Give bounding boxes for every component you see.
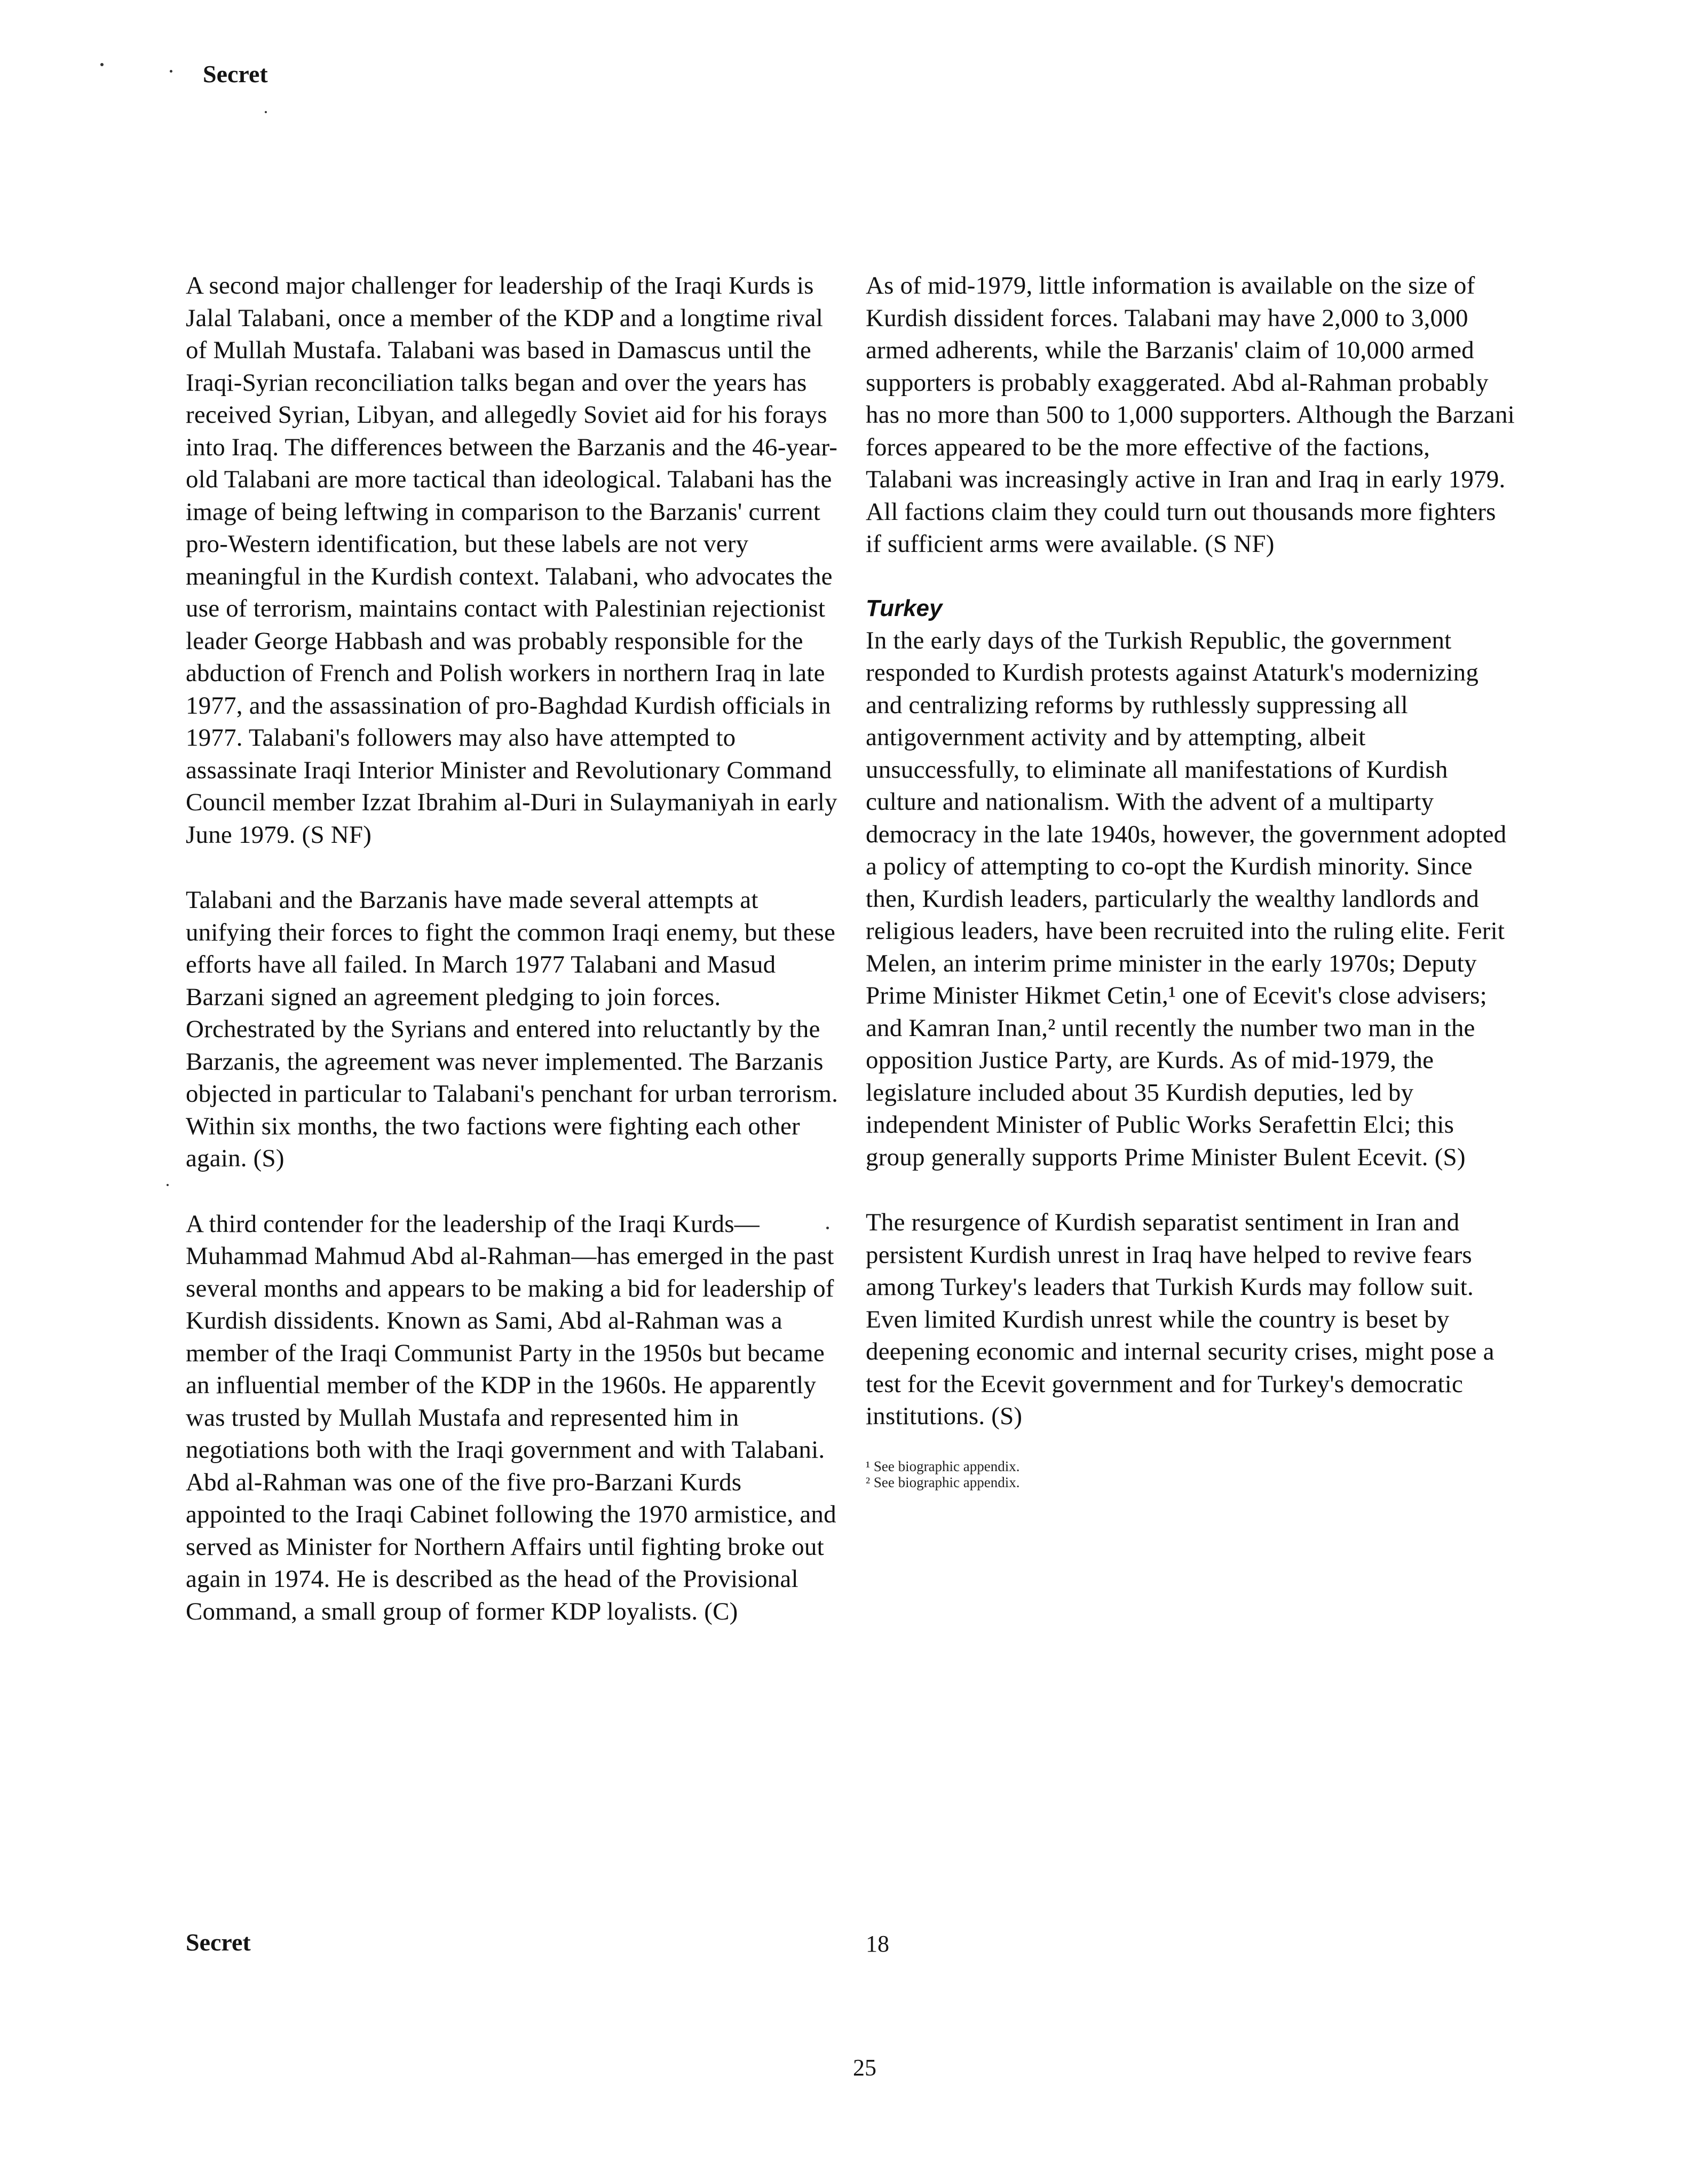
section-heading-turkey: Turkey — [866, 595, 943, 621]
footnote: ² See biographic appendix. — [866, 1474, 1020, 1490]
scan-speck — [265, 111, 267, 113]
scan-speck — [100, 63, 104, 66]
scan-speck — [167, 1184, 169, 1186]
paragraph-turkey-history: In the early days of the Turkish Republic, the government responded to Kurdish protests against Ataturk's modernizing and centralizing reforms by ruthlessly suppressing all antigovernment activity and by attempting, albeit unsuccessfully, to eliminate all manifestations of Kurdish culture and nationalism. With the advent of a multiparty democracy in the late 1940s, however, the government adopted a policy of attempting to co-opt the Kurdish minority. Since then, Kurdish leaders, particularly the wealthy landlords and religious leaders, have been recruited into the ruling elite. Ferit Melen, an interim prime minister in the early 1970s; Deputy Prime Minister Hikmet Cetin,¹ one of Ecevit's close advisers; and Kamran Inan,² until recently the number two man in the opposition Justice Party, are Kurds. As of mid-1979, the legislature included about 35 Kurdish deputies, led by independent Minister of Public Works Serafettin Elci; this group generally supports Prime Minister Bulent Ecevit. (S) — [866, 626, 1507, 1171]
paragraph-dissident-forces: As of mid-1979, little information is available on the size of Kurdish dissident forces. Talabani may have 2,000 to 3,000 armed adherents, while the Barzanis' claim of 10,000 armed supporters is probably exaggerated. Abd al-Rahman probably has no more than 500 to 1,000 supporters. Although the Barzani forces appeared to be the more effective of the factions, Talabani was increasingly active in Iran and Iraq in early 1979. All factions claim they could turn out thousands more fighters if sufficient arms were available. (S NF) — [866, 272, 1515, 558]
page-number: 18 — [866, 1931, 889, 1957]
paragraph-talabani: A second major challenger for leadership of the Iraqi Kurds is Jalal Talabani, once a member of the KDP and a longtime rival of Mullah Mustafa. Talabani was based in Damascus until the Iraqi-Syrian reconciliation talks began and over the years has received Syrian, Libyan, and allegedly Soviet aid for his forays into Iraq. The differences between the Barzanis and the 46-year-old Talabani are more tactical than ideological. Talabani has the image of being leftwing in comparison to the Barzanis' current pro-Western identification, but these labels are not very meaningful in the Kurdish context. Talabani, who advocates the use of terrorism, maintains contact with Palestinian rejectionist leader George Habbash and was probably responsible for the abduction of French and Polish workers in northern Iraq in late 1977, and the assassination of pro-Baghdad Kurdish officials in 1977. Talabani's followers may also have attempted to assassinate Iraqi Interior Minister and Revolutionary Command Council member Izzat Ibrahim al-Duri in Sulaymaniyah in early June 1979. (S NF) — [186, 272, 838, 849]
paragraph-unification-attempts: Talabani and the Barzanis have made several attempts at unifying their forces to fight the common Iraqi enemy, but these efforts have all failed. In March 1977 Talabani and Masud Barzani signed an agreement pledging to join forces. Orchestrated by the Syrians and entered into reluctantly by the Barzanis, the agreement was never implemented. The Barzanis objected in particular to Talabani's penchant for urban terrorism. Within six months, the two factions were fighting each other again. (S) — [186, 886, 839, 1172]
paragraph-abd-al-rahman: A third contender for the leadership of the Iraqi Kurds—Muhammad Mahmud Abd al-Rahman—has emerged in the past several months and appears to be making a bid for leadership of Kurdish dissidents. Known as Sami, Abd al-Rahman was a member of the Iraqi Communist Party in the 1950s but became an influential member of the KDP in the 1960s. He apparently was trusted by Mullah Mustafa and represented him in negotiations both with the Iraqi government and with Talabani. Abd al-Rahman was one of the five pro-Barzani Kurds appointed to the Iraqi Cabinet following the 1970 armistice, and served as Minister for Northern Affairs until fighting broke out again in 1974. He is described as the head of the Provisional Command, a small group of former KDP loyalists. (C) — [186, 1210, 836, 1625]
classification-header: Secret — [203, 60, 268, 88]
footnote: ¹ See biographic appendix. — [866, 1458, 1020, 1474]
left-column — [186, 270, 840, 1628]
sheet-number: 25 — [853, 2055, 876, 2081]
scan-speck — [170, 70, 172, 73]
paragraph-turkey-resurgence: The resurgence of Kurdish separatist sentiment in Iran and persistent Kurdish unrest in Iraq have helped to revive fears among Turkey's leaders that Turkish Kurds may follow suit. Even limited Kurdish unrest while the country is beset by deepening economic and internal security crises, might pose a test for the Ecevit government and for Turkey's democratic institutions. (S) — [866, 1209, 1494, 1430]
right-column — [866, 270, 1517, 1490]
classification-footer: Secret — [186, 1929, 251, 1956]
